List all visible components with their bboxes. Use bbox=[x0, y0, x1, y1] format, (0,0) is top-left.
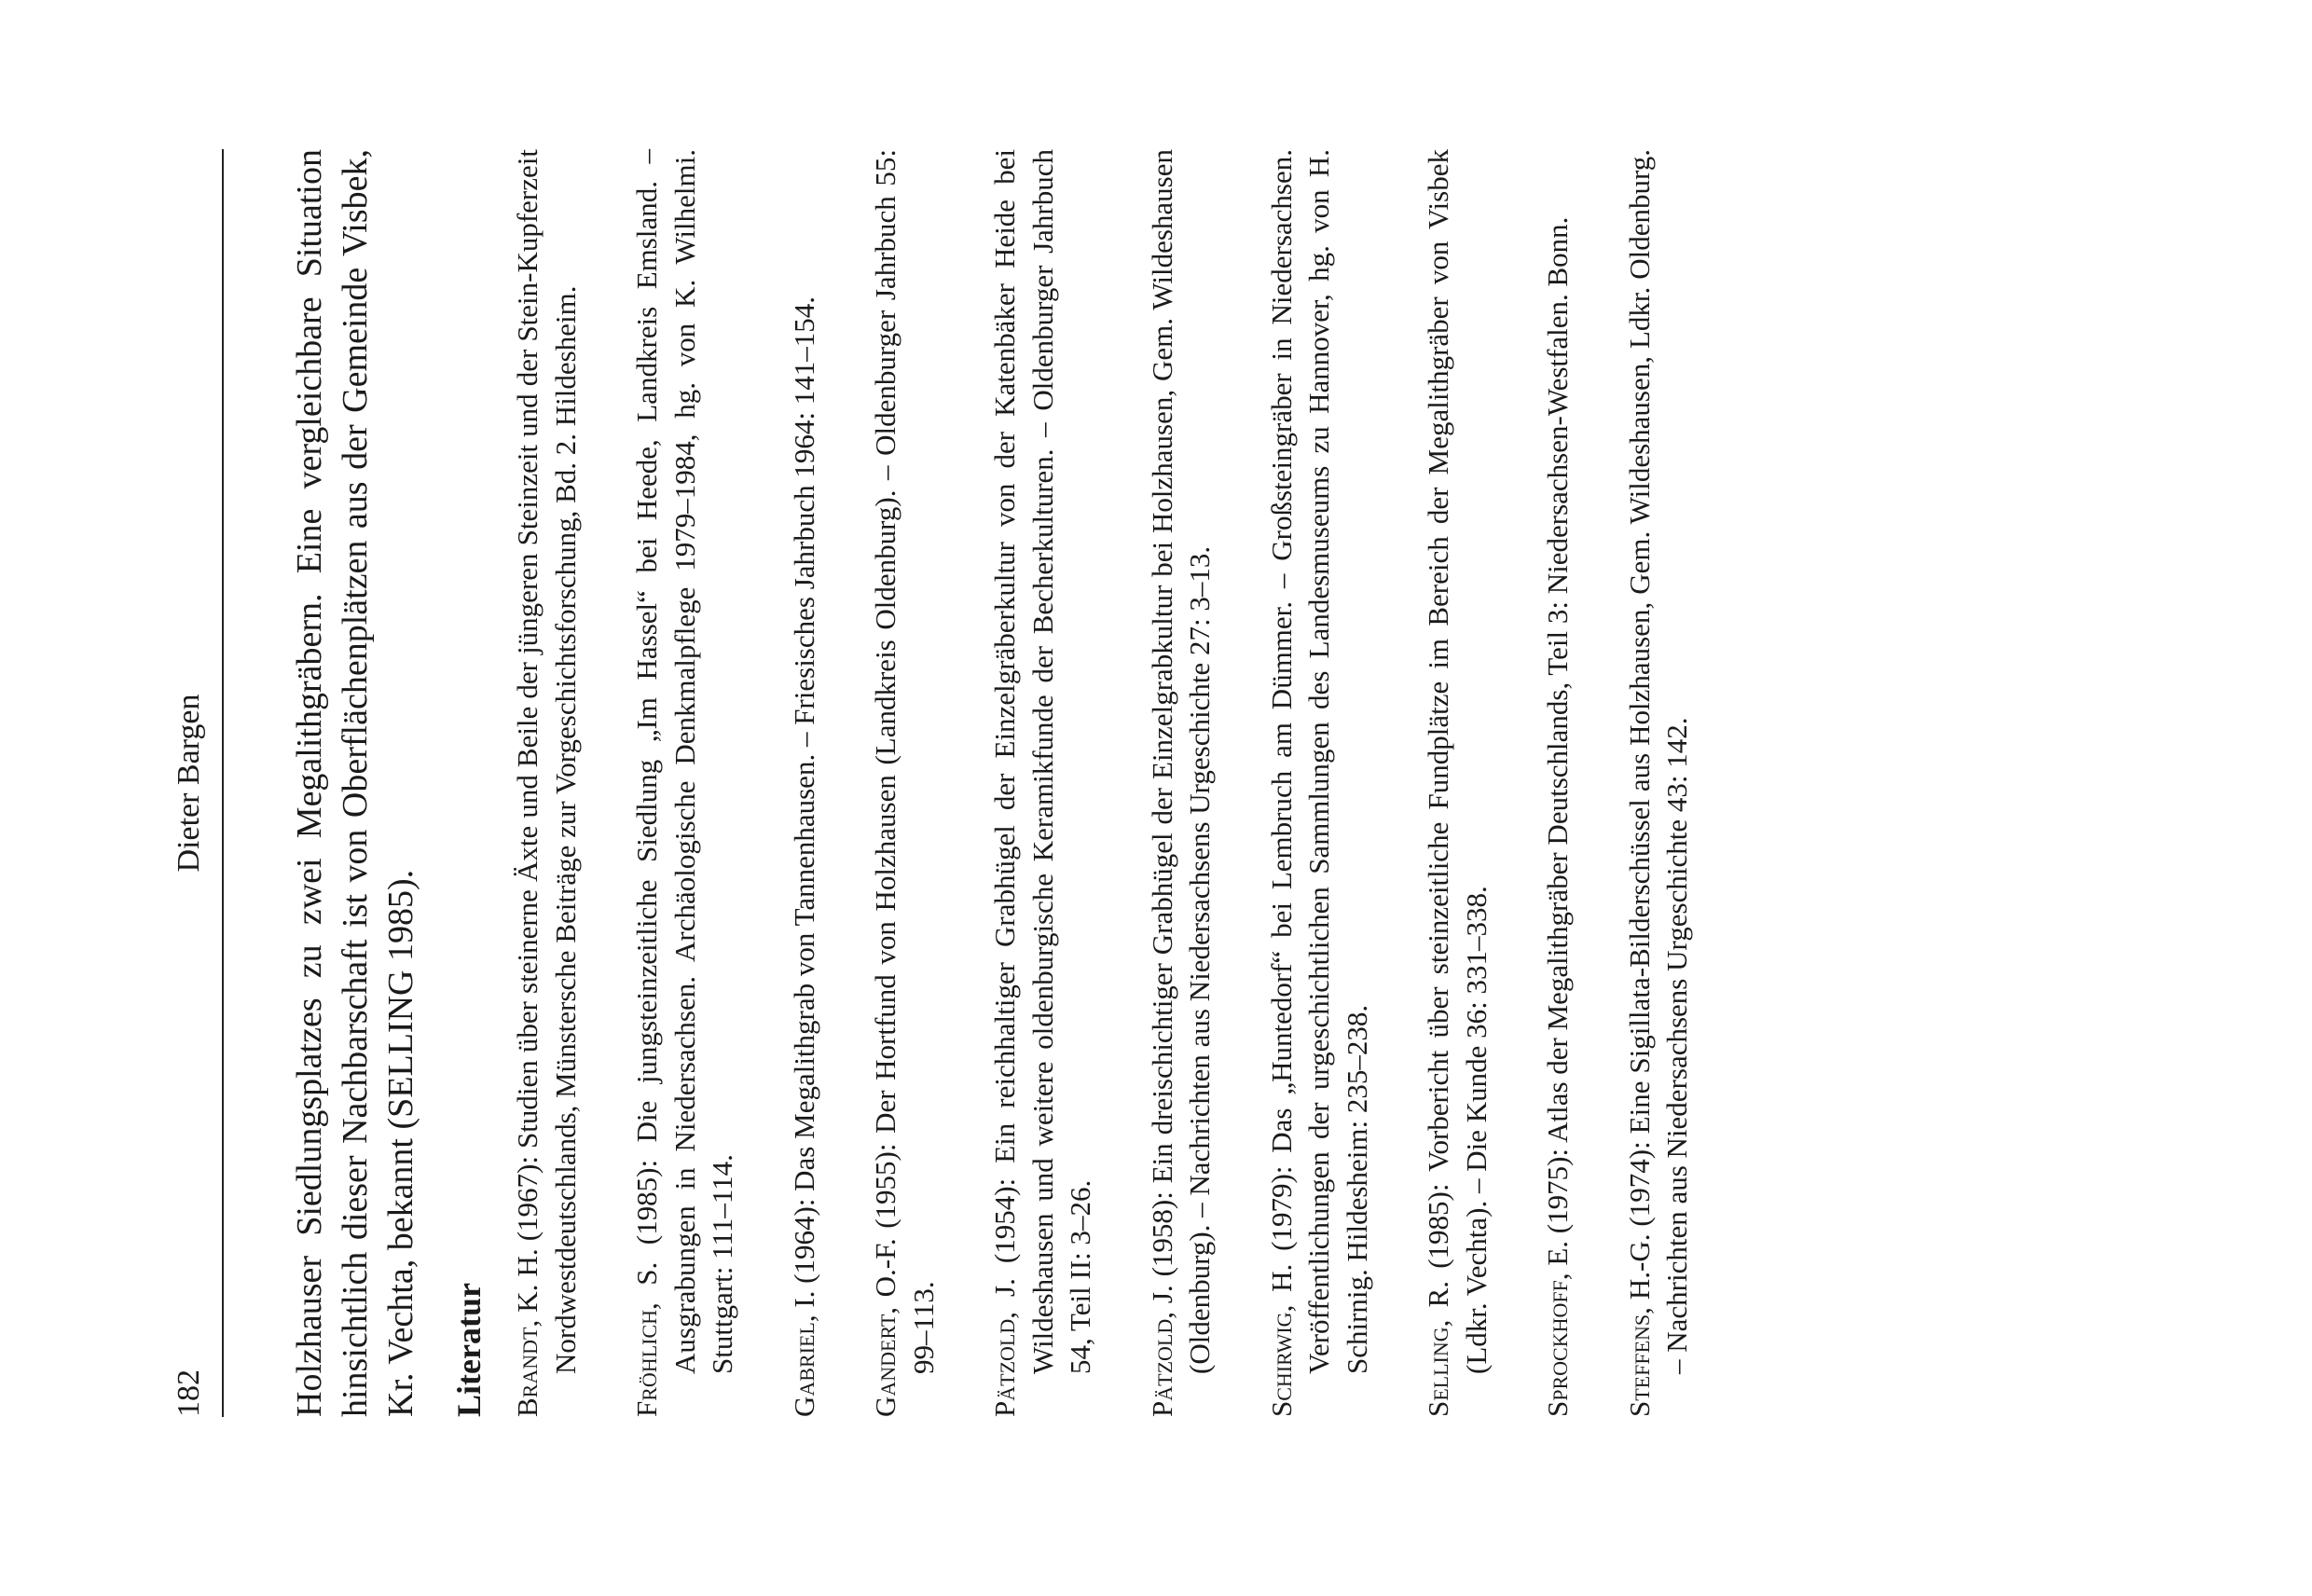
entry-text: (1955): Der Hortfund von Holzhausen (Landkreis Oldenburg). – Oldenburger Jahrbuch 55: 99–113. bbox=[869, 149, 940, 1374]
entry-author: Gandert, O.-F. bbox=[869, 1238, 901, 1417]
entry-author: Brandt, K. H. bbox=[511, 1248, 544, 1417]
entry-text: (1974): Eine Sigillata-Bilderschüssel aus Holzhausen, Gem. Wildeshausen, Ldkr. Oldenburg. – Nachrichten aus Niedersachsens Urgeschichte 43: 142. bbox=[1622, 148, 1693, 1374]
running-head bbox=[168, 149, 224, 1417]
entry-author: Schirwig, H. bbox=[1264, 1263, 1298, 1417]
bibliography-entry bbox=[867, 149, 943, 1417]
entry-author: Gabriel, I. bbox=[787, 1290, 820, 1417]
bibliography-entry bbox=[1144, 149, 1219, 1417]
bibliography-entry bbox=[628, 149, 742, 1417]
entry-text: (1964): Das Megalithgrab von Tannenhausen. – Friesisches Jahrbuch 1964: 141–154. bbox=[787, 296, 820, 1291]
entry-text: (1967): Studien über steinerne Äxte und Beile der jüngeren Steinzeit und der Stein-Kupferzeit Nordwestdeutschlands, Münstersche Beiträge zur Vorgeschichtsforschung, Bd. 2. Hildesheim. bbox=[511, 149, 582, 1374]
entry-author: Pätzold, J. bbox=[1145, 1285, 1178, 1417]
entry-text: (1954): Ein reichhaltiger Grabhügel der Einzelgräberkultur von der Katenbäker Heide bei Wildeshausen und weitere oldenburgische Keramikfunde der Becherkulturen. – Oldenburger Jahrbuch 54, Teil II: 3–26. bbox=[988, 149, 1096, 1374]
entry-author: Steffens, H.-G. bbox=[1622, 1233, 1656, 1417]
bibliography-entry bbox=[1263, 149, 1377, 1417]
page-number: 182 bbox=[172, 1369, 206, 1417]
bibliography-entry bbox=[786, 149, 824, 1417]
entry-author: Pätzold, J. bbox=[988, 1278, 1021, 1417]
entry-text: (1958): Ein dreischichtiger Grabhügel der Einzelgrabkultur bei Holzhausen, Gem. Wildeshausen (Oldenburg). – Nachrichten aus Niedersachsens Urgeschichte 27: 3–13. bbox=[1145, 149, 1216, 1374]
entry-text: (1985): Die jungsteinzeitliche Siedlung „Im Hassel“ bei Heede, Landkreis Emsland. – Ausgrabungen in Niedersachsen. Archäologische Denkmalpflege 1979–1984, hg. von K. Wilhelmi. Stuttgart: 111–114. bbox=[630, 149, 738, 1374]
bibliography-entry bbox=[1539, 149, 1577, 1417]
entry-text: (1979): Das „Huntedorf“ bei Lembruch am Dümmer. – Großsteingräber in Niedersachsen. Veröffentlichungen der urgeschichtlichen Sammlungen des Landesmuseums zu Hannover, hg. von H. Schirnig. Hildesheim: 235–238. bbox=[1264, 149, 1373, 1374]
intro-paragraph: Holzhauser Siedlungsplatzes zu zwei Megalithgräbern. Eine vergleichbare Situation hinsichtlich dieser Nachbarschaft ist von Oberflächenplätzen aus der Gemeinde Visbek, Kr. Vechta, bekannt (SELLING 1985). bbox=[290, 149, 420, 1417]
entry-text: (1985): Vorbericht über steinzeitliche Fundplätze im Bereich der Megalithgräber von Visbek (Ldkr. Vechta). – Die Kunde 36: 331–338. bbox=[1422, 149, 1493, 1374]
bibliography-entry bbox=[1420, 149, 1495, 1417]
running-title: Dieter Bargen bbox=[172, 694, 206, 873]
bibliography-list bbox=[509, 149, 1741, 1417]
bibliography-entry bbox=[1621, 149, 1697, 1417]
entry-text: (1975): Atlas der Megalithgräber Deutschlands, Teil 3: Niedersachsen-Westfalen. Bonn. bbox=[1541, 216, 1574, 1241]
literature-heading: Literatur bbox=[450, 1283, 488, 1417]
bibliography-entry bbox=[986, 149, 1100, 1417]
entry-author: Sprockhoff, E. bbox=[1541, 1240, 1574, 1417]
bibliography-entry bbox=[509, 149, 585, 1417]
rotated-book-page bbox=[168, 149, 1827, 1417]
entry-author: Selling, R. bbox=[1422, 1280, 1454, 1417]
entry-author: Fröhlich, S. bbox=[630, 1261, 663, 1417]
